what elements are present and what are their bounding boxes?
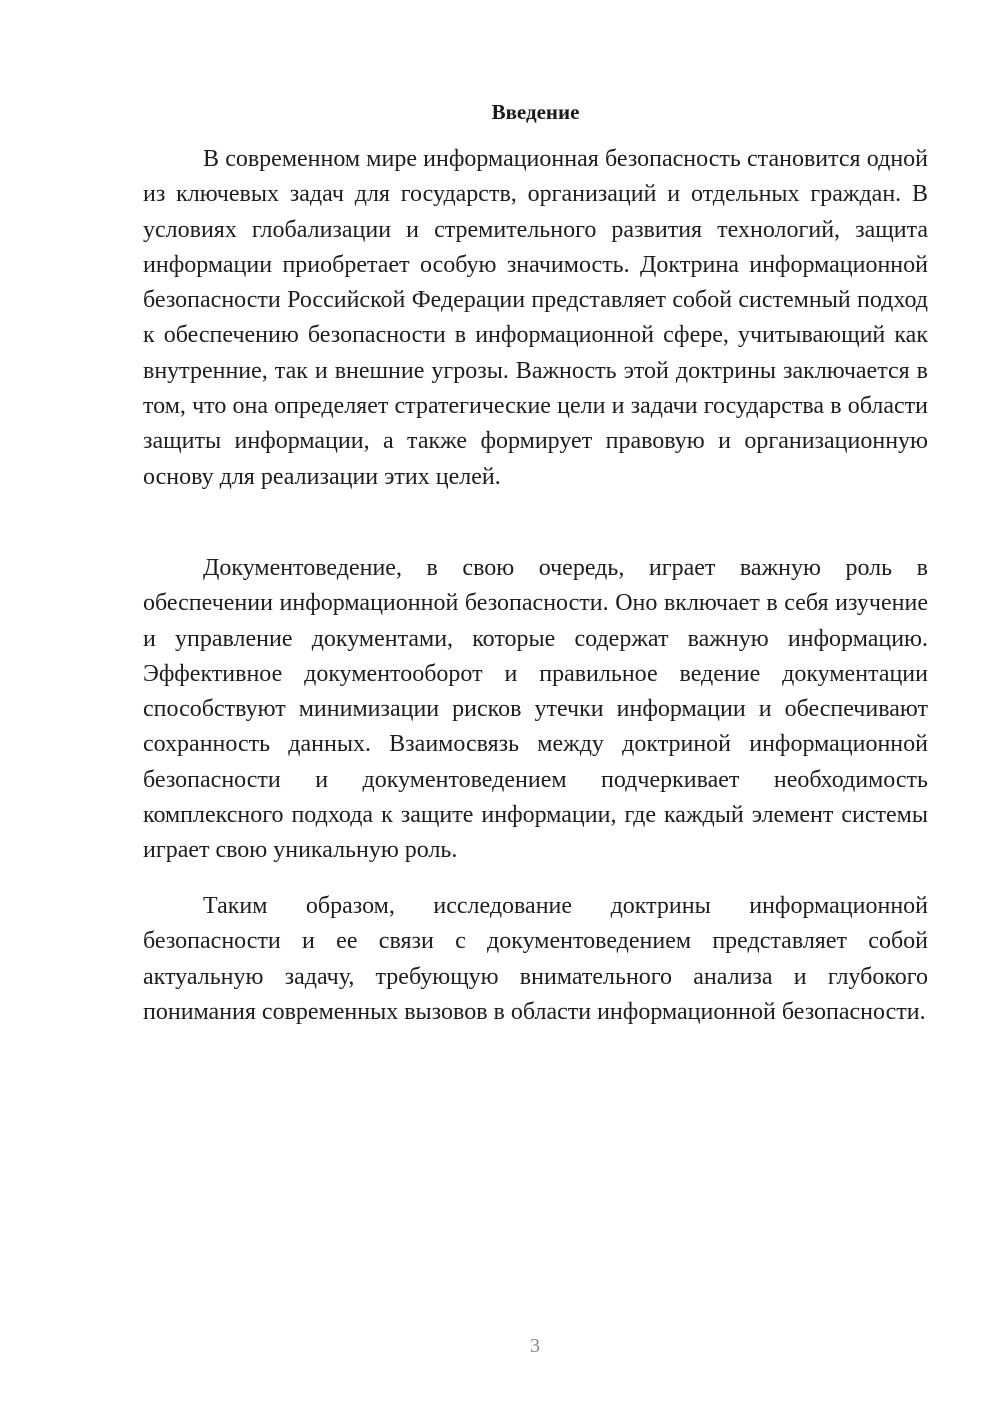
section-title: Введение [491, 100, 580, 124]
paragraph-3: Таким образом, исследование доктрины информационной безопасности и ее связи с документоведением представляет собой актуальную задачу, требующую внимательного анализа и глубокого понимания современных вызовов в области информационной безопасности. [143, 893, 928, 1025]
paragraph-1: В современном мире информационная безопасность становится одной из ключевых задач для государств, организаций и отдельных граждан. В условиях глобализации и стремительного развития технологий, защита информации приобретает особую значимость. Доктрина информационной безопасности Российской Федерации представляет собой системный подход к обеспечению безопасности в информационной сфере, учитывающий как внутренние, так и внешние угрозы. Важность этой доктрины заключается в том, что она определяет стратегические цели и задачи государства в области защиты информации, а также формирует правовую и организационную основу для реализации этих целей. [143, 146, 928, 490]
page-number: 3 [530, 1335, 540, 1357]
paragraph-2: Документоведение, в свою очередь, играет важную роль в обеспечении информационной безопасности. Оно включает в себя изучение и управление документами, которые содержат важную информацию. Эффективное документооборот и правильное ведение документации способствуют минимизации рисков утечки информации и обеспечивают сохранность данных. Взаимосвязь между доктриной информационной безопасности и документоведением подчеркивает необходимость комплексного подхода к защите информации, где каждый элемент системы играет свою уникальную роль. [143, 555, 928, 864]
